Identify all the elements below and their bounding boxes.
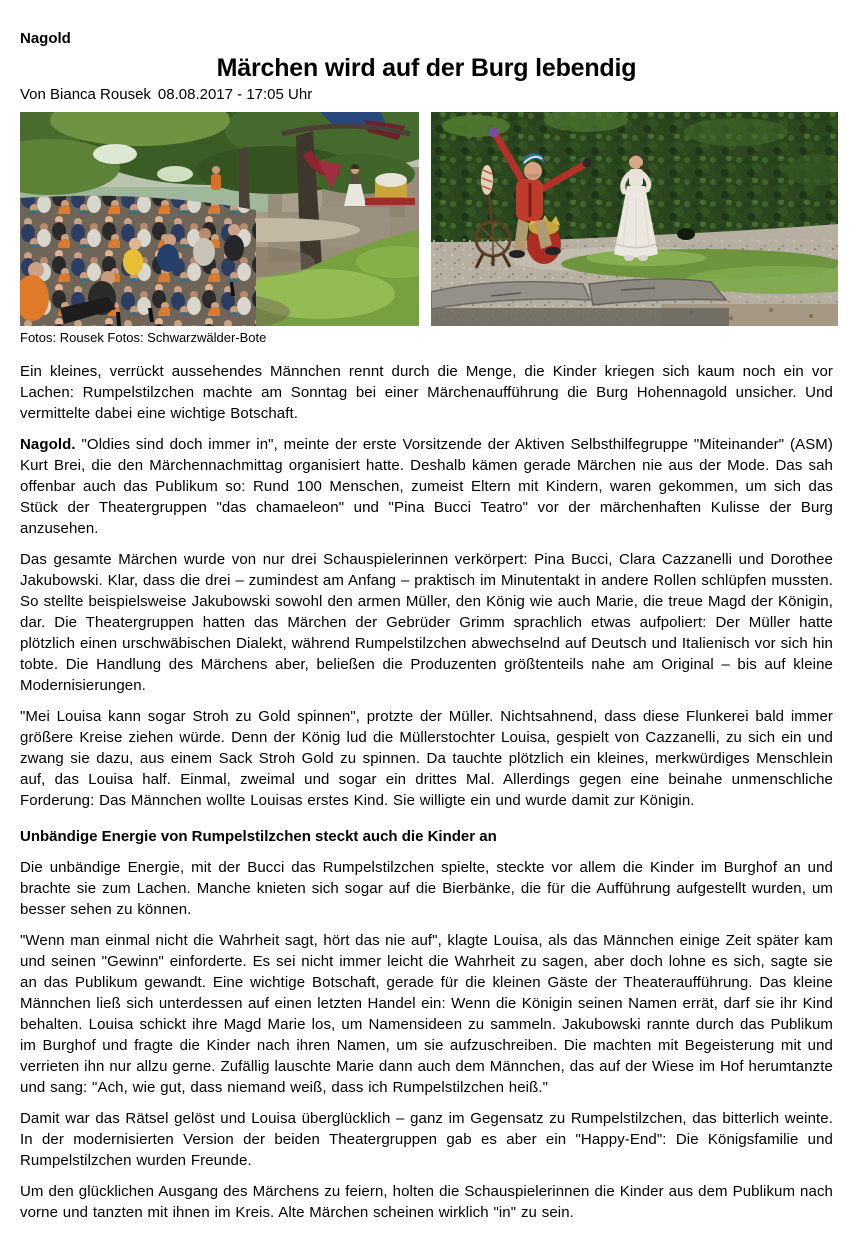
photo-audience-courtyard-illustration <box>20 112 419 326</box>
photo-performance-scene-illustration <box>431 112 838 326</box>
paragraph-cast: Das gesamte Märchen wurde von nur drei Schauspielerinnen verkörpert: Pina Bucci, Clara Cazzanelli und Dorothee Jakubowski. Klar, dass die drei – zumindest am Anfang – praktisch im Minutentakt in andere Rollen schlüpfen mussten. So stellte beispielsweise Jakubowski sowohl den armen Müller, den König wie auch Marie, die treue Magd der Königin, dar. Die Theatergruppen hatten das Märchen der Gebrüder Grimm sprachlich etwas aufpoliert: Der Müller hatte plötzlich einen urschwäbischen Dialekt, während Rumpelstilzchen abwechselnd auf Deutsch und Italienisch vor sich hin tobte. Die Handlung des Märchens aber, beließen die Produzenten größtenteils nahe am Original – bis auf kleine Modernisierungen. <box>20 551 833 694</box>
byline <box>20 86 833 104</box>
subheading: Unbändige Energie von Rumpelstilzchen steckt auch die Kinder an <box>20 828 497 845</box>
paragraph-plot: "Mei Louisa kann sogar Stroh zu Gold spinnen", protzte der Müller. Nichtsahnend, dass diese Flunkerei bald immer größere Kreise ziehen würde. Denn der König lud die Müllerstochter Louisa, gespielt von Cazzanelli, zu sich ein und zwang sie dazu, aus einem Sack Stroh Gold zu spinnen. Da tauchte plötzlich ein kleines, merkwürdiges Menschlein auf, das Louisa half. Einmal, zweimal und sogar ein drittes Mal. Allerdings gegen eine beinahe unmenschliche Forderung: Das Männchen wollte Louisas erstes Kind. Sie willigte ein und wurde damit zur Königin. <box>20 708 833 809</box>
paragraph-nagold <box>20 434 833 539</box>
photo-caption: Fotos: Rousek Fotos: Schwarzwälder-Bote <box>20 330 267 345</box>
section-kicker: Nagold <box>20 30 71 47</box>
byline-author: Von Bianca Rousek <box>20 86 151 103</box>
lead-paragraph: Ein kleines, verrückt aussehendes Männchen rennt durch die Menge, die Kinder kriegen sich kaum noch ein vor Lachen: Rumpelstilzchen machte am Sonntag bei einer Märchenaufführung die Burg Hohennagold unsicher. Und vermittelte dabei eine wichtige Botschaft. <box>20 363 833 422</box>
paragraph-finale: Um den glücklichen Ausgang des Märchens zu feiern, holten die Schauspielerinnen die Kinder aus dem Publikum nach vorne und tanzten mit ihnen im Kreis. Alte Märchen scheinen wirklich "in" zu sein. <box>20 1183 833 1221</box>
byline-datetime: 08.08.2017 - 17:05 Uhr <box>157 86 313 103</box>
location-lead-in: Nagold. <box>20 436 76 453</box>
paragraph-truth: "Wenn man einmal nicht die Wahrheit sagt, hört das nie auf", klagte Louisa, als das Männchen einige Zeit später kam und seinen "Gewinn" einforderte. Es sei nicht immer leicht die Wahrheit zu sagen, aber doch lohne es sich, sagte sie an das Publikum gewandt. Eine wichtige Botschaft, gerade für die kleinen Gäste der Theateraufführung. Das kleine Männchen ließ sich unterdessen auf einen letzten Handel ein: Wenn die Königin seinen Namen errät, darf sie ihr Kind behalten. Louisa schickt ihre Magd Marie los, um Namensideen zu sammeln. Jakubowski rannte durch das Publikum im Burghof und fragte die Kinder nach ihren Namen, um sie aufzuschreiben. Die machten mit Begeisterung mit und verrieten ihn nur allzu gerne. Zufällig lauschte Marie dann auch dem Männchen, das auf der Wiese im Hof herumtanzte und sang: "Ach, wie gut, dass niemand weiß, dass ich Rumpelstilzchen heiß." <box>20 932 833 1096</box>
photo-audience-courtyard <box>20 112 419 326</box>
photo-performance-scene <box>431 112 838 326</box>
photo-row <box>20 112 833 326</box>
paragraph-nagold-text: "Oldies sind doch immer in", meinte der erste Vorsitzende der Aktiven Selbsthilfegruppe "Miteinander" (ASM) Kurt Brei, die den Märchennachmittag organisiert hatte. Deshalb kämen gerade Märchen nie aus der Mode. Das sah offenbar auch das Publikum so: Rund 100 Menschen, zumeist Eltern mit Kindern, waren gekommen, um sich das Stück der Theatergruppen "das chamaeleon" und "Pina Bucci Teatro" vor der märchenhaften Kulisse der Burg anzusehen. <box>20 436 833 537</box>
article-title: Märchen wird auf der Burg lebendig <box>216 54 637 82</box>
paragraph-riddle: Damit war das Rätsel gelöst und Louisa überglücklich – ganz im Gegensatz zu Rumpelstilzchen, das bitterlich weinte. In der modernisierten Version der beiden Theatergruppen gab es aber ein "Happy-End": Die Königsfamilie und Rumpelstilzchen wurden Freunde. <box>20 1110 833 1169</box>
article-body <box>20 361 833 1223</box>
paragraph-energy: Die unbändige Energie, mit der Bucci das Rumpelstilzchen spielte, steckte vor allem die Kinder im Burghof an und brachte sie zum Lachen. Manche knieten sich sogar auf die Bierbänke, die für die Aufführung aufgestellt wurden, um besser sehen zu können. <box>20 859 833 918</box>
